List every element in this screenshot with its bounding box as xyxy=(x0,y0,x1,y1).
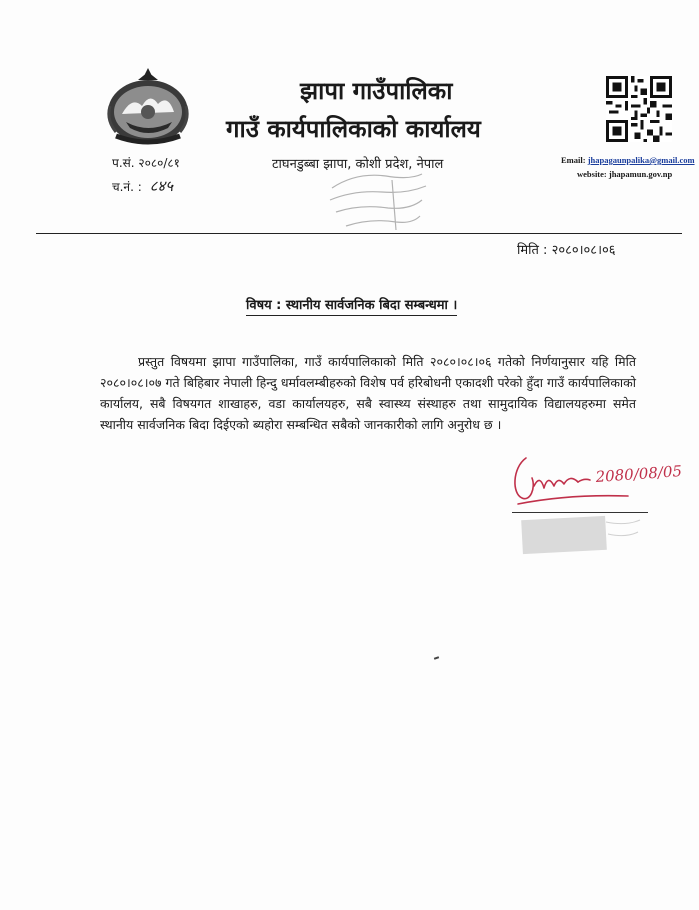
office-stamp-icon xyxy=(326,170,430,234)
letter-body xyxy=(100,351,636,435)
letter-subject: विषय : स्थानीय सार्वजनिक बिदा सम्बन्धमा । xyxy=(246,295,457,316)
fiscal-year-value: २०८०/८१ xyxy=(138,156,180,170)
nepal-emblem-icon xyxy=(102,66,194,150)
handwritten-signature xyxy=(508,444,692,512)
signature-date: 2080/08/05 xyxy=(595,462,683,486)
header-divider xyxy=(36,233,682,234)
website-label: website: xyxy=(577,169,607,179)
dispatch-number-line xyxy=(112,176,173,196)
office-title: झापा गाउँपालिका xyxy=(300,77,453,105)
paper-speck xyxy=(434,656,439,660)
email-line xyxy=(561,155,695,165)
qr-code-icon xyxy=(606,76,672,142)
fiscal-year-label: प.सं. xyxy=(112,156,135,170)
date-value: २०८०।०८।०६ xyxy=(551,243,616,258)
dispatch-number: ८४५ xyxy=(149,177,174,195)
fiscal-year-line xyxy=(112,154,180,171)
office-subtitle: गाउँ कार्यपालिकाको कार्यालय xyxy=(226,115,481,143)
office-address: टाघनडुब्बा झापा, कोशी प्रदेश, नेपाल xyxy=(272,157,444,172)
email-label: Email: xyxy=(561,155,586,165)
website-link[interactable]: jhapamun.gov.np xyxy=(608,169,673,179)
website-line xyxy=(577,169,672,179)
date-label: मिति : xyxy=(517,243,548,258)
dispatch-label: च.नं. : xyxy=(112,180,142,194)
signature-stamp-icon xyxy=(516,512,644,558)
letter-date xyxy=(517,240,616,258)
body-paragraph: प्रस्तुत विषयमा झापा गाउँपालिका, गाउँ कार्यपालिकाको मिति २०८०।०८।०६ गतेको निर्णयानुसार यहि मिति २०८०।०८।०७ गते बिहिबार नेपाली हिन्दु धर्मावलम्बीहरुको विशेष पर्व हरिबोधनी एकादशी परेको हुँदा गाउँ कार्यपालिकाको कार्यालय, सबै विषयगत शाखाहरु, वडा कार्यालयहरु, सबै स्वास्थ्य संस्थाहरु तथा सामुदायिक विद्यालयहरुमा समेत स्थानीय सार्वजनिक बिदा दिईएको ब्यहोरा सम्बन्धित सबैको जानकारीको लागि अनुरोध छ । xyxy=(100,354,636,432)
email-link[interactable]: jhapagaunpalika@gmail.com xyxy=(587,155,695,165)
